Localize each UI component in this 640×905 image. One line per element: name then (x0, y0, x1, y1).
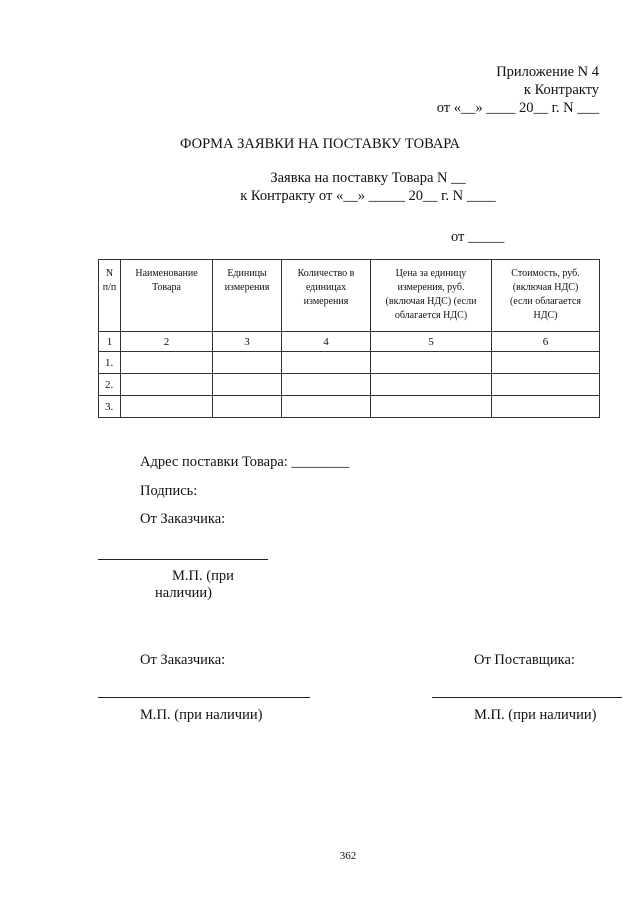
table-cell (213, 374, 282, 396)
stamp-label-line2: наличии) (155, 585, 212, 601)
customer-signature-line (98, 559, 268, 560)
footer-supplier-signature-line (432, 697, 622, 698)
column-number: 4 (282, 332, 371, 352)
contract-date-line: от «__» ____ 20__ г. N ___ (436, 100, 599, 116)
signature-label: Подпись: (140, 483, 198, 499)
table-header-row (99, 260, 600, 332)
footer-from-customer: От Заказчика: (140, 652, 226, 668)
table-row (99, 352, 600, 374)
column-number: 6 (492, 332, 600, 352)
table-cell (371, 352, 492, 374)
footer-customer-stamp: М.П. (при наличии) (140, 707, 263, 723)
table-cell (213, 396, 282, 418)
table-cell (121, 396, 213, 418)
table-cell (282, 352, 371, 374)
contract-label: к Контракту (523, 82, 599, 98)
row-index: 2. (99, 374, 121, 396)
table-row (99, 396, 600, 418)
table-cell (121, 374, 213, 396)
request-line-1: Заявка на поставку Товара N __ (270, 170, 466, 186)
column-number: 3 (213, 332, 282, 352)
column-number: 1 (99, 332, 121, 352)
request-line-2: к Контракту от «__» _____ 20__ г. N ____ (240, 188, 496, 204)
order-table (98, 259, 600, 418)
table-cell (213, 352, 282, 374)
table-cell (492, 374, 600, 396)
column-number: 2 (121, 332, 213, 352)
column-number-row (99, 332, 600, 352)
footer-supplier-stamp: М.П. (при наличии) (474, 707, 597, 723)
row-index: 3. (99, 396, 121, 418)
table-row (99, 374, 600, 396)
table-cell (282, 396, 371, 418)
stamp-label-line1: М.П. (при (172, 568, 234, 584)
appendix-label: Приложение N 4 (496, 64, 599, 80)
table-cell (492, 352, 600, 374)
header-cell-cost: Стоимость, руб. (включая НДС) (если облагается НДС) (492, 260, 600, 332)
footer-customer-signature-line (98, 697, 310, 698)
header-cell-name: Наименование Товара (121, 260, 213, 332)
table-cell (371, 374, 492, 396)
header-cell-quantity: Количество в единицах измерения (282, 260, 371, 332)
column-number: 5 (371, 332, 492, 352)
request-date: от _____ (451, 229, 505, 245)
header-cell-number: N п/п (99, 260, 121, 332)
table-cell (282, 374, 371, 396)
from-customer-label: От Заказчика: (140, 511, 226, 527)
table-cell (371, 396, 492, 418)
table-cell (121, 352, 213, 374)
header-cell-price: Цена за единицу измерения, руб. (включая НДС) (если облагается НДС) (371, 260, 492, 332)
row-index: 1. (99, 352, 121, 374)
page-number: 362 (339, 850, 357, 862)
table-cell (492, 396, 600, 418)
form-title: ФОРМА ЗАЯВКИ НА ПОСТАВКУ ТОВАРА (180, 136, 460, 152)
header-cell-unit: Единицы измерения (213, 260, 282, 332)
footer-from-supplier: От Поставщика: (474, 652, 575, 668)
delivery-address: Адрес поставки Товара: ________ (140, 454, 350, 470)
